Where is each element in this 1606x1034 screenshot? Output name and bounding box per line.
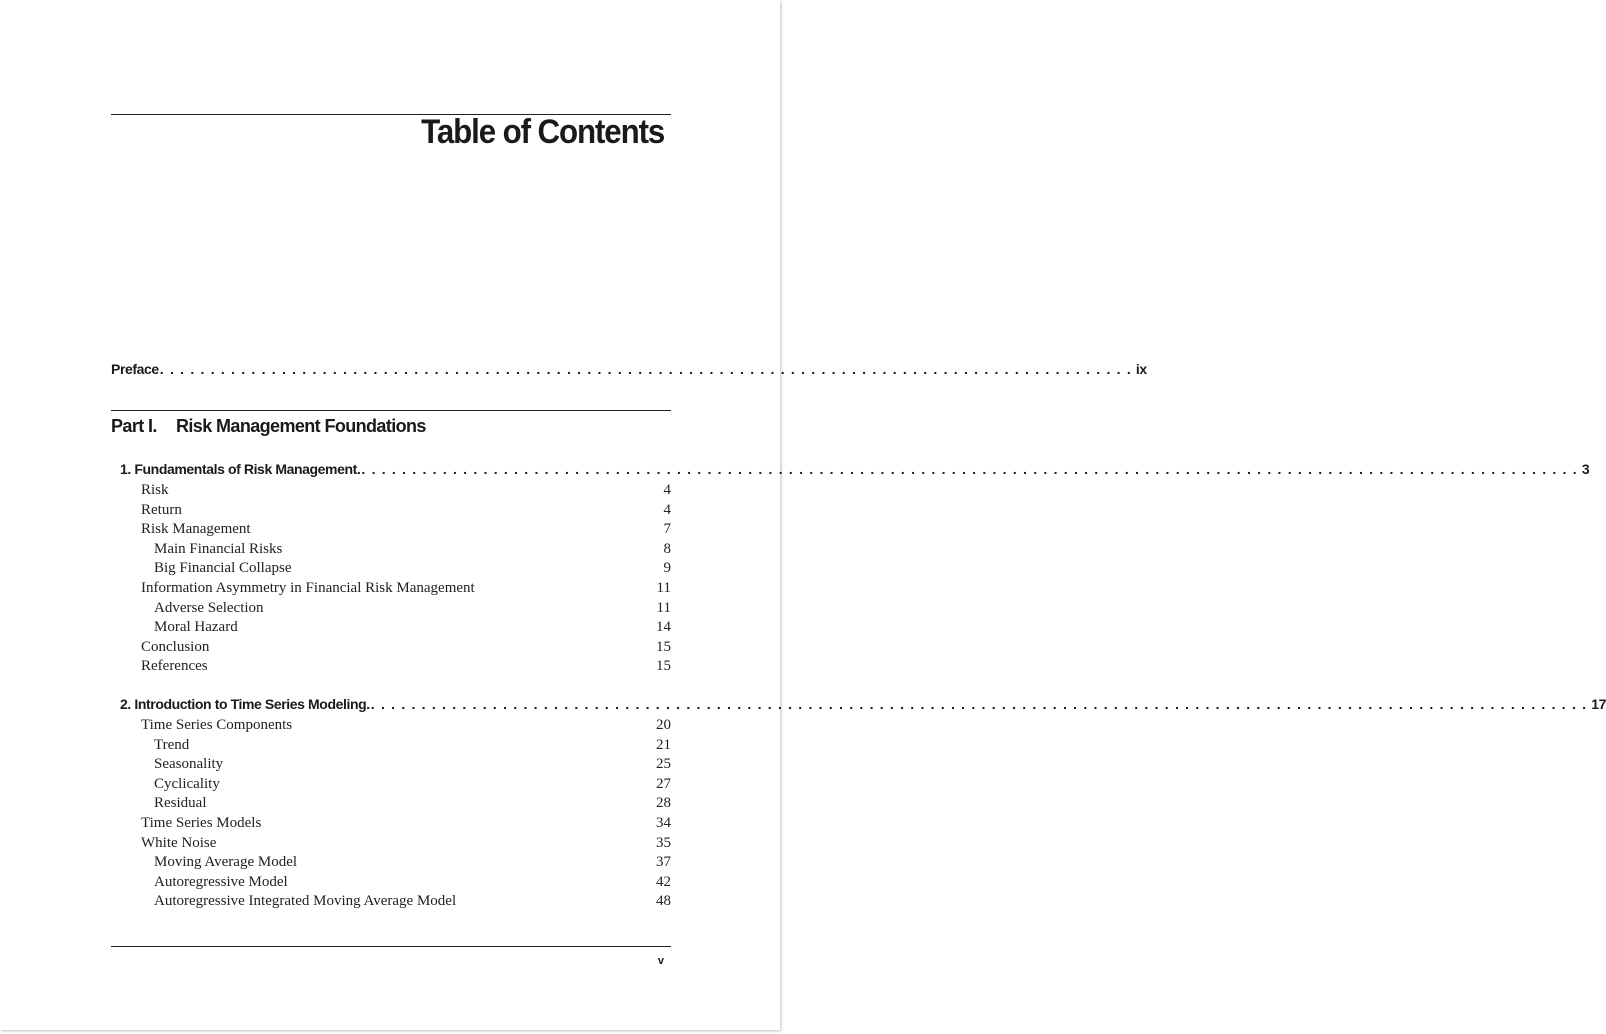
part-title: Risk Management Foundations	[176, 416, 426, 436]
toc-entry[interactable]	[111, 833, 671, 853]
toc-chapter-label: 2. Introduction to Time Series Modeling.	[120, 696, 370, 712]
toc-entry-page: 11	[656, 580, 671, 596]
toc-entry-label: Cyclicality	[154, 775, 220, 792]
part-rule	[111, 410, 671, 411]
toc-entry[interactable]	[111, 852, 671, 872]
toc-entry-label: Moving Average Model	[154, 854, 298, 871]
toc-entry-page: 20	[656, 717, 671, 733]
toc-entry[interactable]	[111, 598, 671, 618]
toc-chapter-label: 1. Fundamentals of Risk Management.	[120, 461, 361, 477]
toc-entry-page: 48	[656, 893, 671, 910]
toc-entry-label: Autoregressive Integrated Moving Average Model	[154, 893, 457, 910]
toc-entry-page: 9	[663, 560, 671, 577]
toc-entry[interactable]	[111, 813, 671, 833]
toc-entry-page: 4	[663, 482, 671, 498]
toc-entry-page: 25	[656, 756, 671, 773]
toc-entry-label: Seasonality	[154, 756, 224, 773]
toc-entry-label: Autoregressive Model	[154, 873, 288, 890]
dot-leader: . . . . . . . . . . . . . . . . . . . . . . . . . . . . . . . . . . . . . . . . . . . . . . . . . . . . . . . . . . . . . . . . . . . . . . . . . . . . . . . . . . . . . . . . . . . . . . . . . . . . . . . . . . . . . . . . . . . . . . . .	[370, 696, 1588, 712]
toc-entry-page: 7	[663, 521, 671, 538]
toc-entry-page: 35	[656, 834, 671, 851]
toc-entry-page: 4	[663, 501, 671, 518]
toc-entry[interactable]	[111, 735, 671, 755]
page-folio: v	[657, 955, 664, 967]
toc-entry-label: Main Financial Risks	[154, 540, 283, 557]
toc-entry[interactable]	[111, 793, 671, 813]
part-number: Part I.	[111, 416, 157, 436]
toc-entry-label: Time Series Models	[141, 815, 262, 831]
toc-entry-page: 21	[656, 736, 671, 753]
toc-entry-label: References	[141, 658, 208, 675]
toc-entry[interactable]	[111, 715, 671, 735]
toc-entry-label: Information Asymmetry in Financial Risk Management	[141, 580, 475, 596]
toc-entry-page: 15	[656, 658, 671, 675]
part-heading	[111, 416, 426, 437]
toc-entry-page: 11	[656, 599, 671, 616]
toc-chapter-1[interactable]	[111, 461, 1590, 477]
toc-entry-label: Big Financial Collapse	[154, 560, 292, 577]
dot-leader: . . . . . . . . . . . . . . . . . . . . . . . . . . . . . . . . . . . . . . . . . . . . . . . . . . . . . . . . . . . . . . . . . . . . . . . . . . . . . . . . . . . . . . . . . . . . . . . . . . . . . . . . . . . . . . . . . . . . . . . .	[361, 461, 1578, 477]
toc-entry[interactable]	[111, 539, 671, 559]
toc-entry[interactable]	[111, 500, 671, 520]
toc-entry-page: 34	[656, 815, 671, 831]
bottom-rule	[111, 946, 671, 947]
page-title: Table of Contents	[420, 113, 664, 151]
toc-entry-page: 37	[656, 854, 671, 871]
toc-entry-label: Time Series Components	[141, 717, 293, 733]
toc-entry-label: Residual	[154, 795, 207, 812]
toc-entry[interactable]	[111, 872, 671, 892]
toc-entry-page: 42	[656, 873, 671, 890]
toc-entry-label: Return	[141, 501, 182, 518]
toc-preface-page: ix	[1135, 361, 1147, 377]
toc-entry-page: 14	[656, 619, 671, 636]
toc-entry-label: Risk Management	[141, 521, 251, 538]
toc-entry[interactable]	[111, 480, 671, 500]
toc-chapter-page: 3	[1581, 461, 1590, 477]
toc-entry-page: 28	[656, 795, 671, 812]
toc-entry[interactable]	[111, 558, 671, 578]
toc-entry-label: White Noise	[141, 834, 217, 851]
toc-entry[interactable]	[111, 754, 671, 774]
toc-chapter-page: 17	[1591, 696, 1606, 712]
toc-entry-label: Moral Hazard	[154, 619, 238, 636]
toc-preface-label: Preface	[111, 361, 159, 377]
toc-entry[interactable]	[111, 519, 671, 539]
toc-entry[interactable]	[111, 637, 671, 657]
toc-entry[interactable]	[111, 891, 671, 911]
toc-entry[interactable]	[111, 774, 671, 794]
toc-entry-label: Conclusion	[141, 638, 210, 655]
toc-entry[interactable]	[111, 617, 671, 637]
toc-entry-label: Risk	[141, 482, 169, 498]
toc-entry-page: 27	[656, 775, 671, 792]
toc-entry-label: Adverse Selection	[154, 599, 264, 616]
toc-entry-page: 15	[656, 638, 671, 655]
toc-entry[interactable]	[111, 578, 671, 598]
toc-preface[interactable]	[111, 361, 1147, 377]
toc-entry[interactable]	[111, 656, 671, 676]
toc-entry-label: Trend	[154, 736, 190, 753]
toc-entry-page: 8	[663, 540, 671, 557]
toc-chapter-2[interactable]	[111, 696, 1606, 712]
dot-leader: . . . . . . . . . . . . . . . . . . . . . . . . . . . . . . . . . . . . . . . . . . . . . . . . . . . . . . . . . . . . . . . . . . . . . . . . . . . . . . . . . . . . . . . . . . . . . . . .	[159, 361, 1132, 377]
